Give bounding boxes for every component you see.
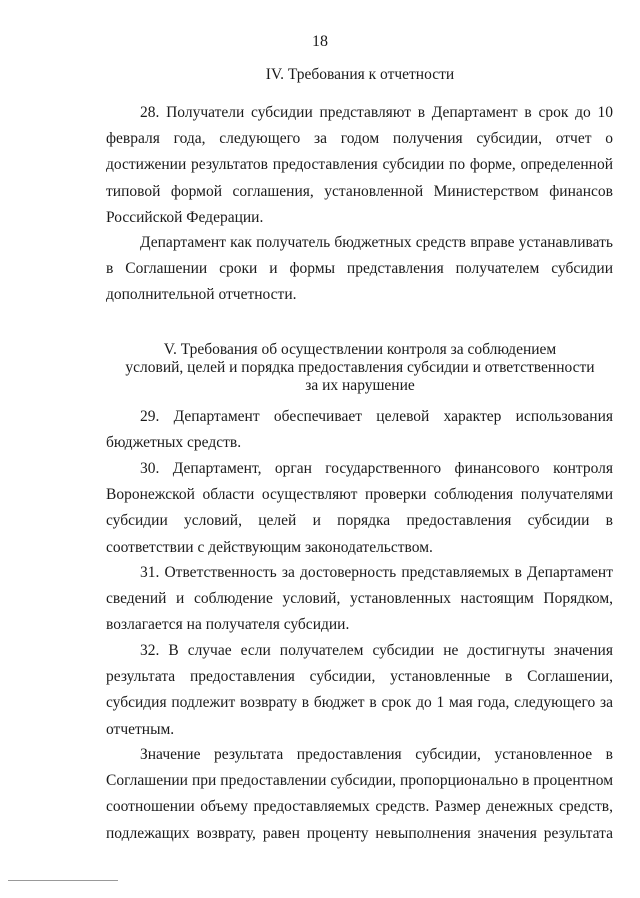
paragraph-31-text: 31. Ответственность за достоверность представляемых в Департамент сведений и соблюдение условий, установленных настоящим Порядком, возлагается на получателя субсидии. [106, 564, 613, 634]
paragraph-28-continued-text: Департамент как получатель бюджетных средств вправе устанавливать в Соглашении сроки и формы представления получателем субсидии дополнительной отчетности. [106, 234, 613, 304]
paragraph-31 [106, 560, 613, 639]
paragraph-28-continued [106, 230, 613, 309]
section-heading-5-line-1: V. Требования об осуществлении контроля за соблюдением [163, 341, 557, 358]
paragraph-32-continued [106, 742, 613, 847]
paragraph-29-text: 29. Департамент обеспечивает целевой характер использования бюджетных средств. [106, 408, 613, 452]
section-heading-4: IV. Требования к отчетности [265, 66, 455, 83]
paragraph-28 [106, 100, 613, 231]
paragraph-32 [106, 638, 613, 743]
paragraph-29 [106, 404, 613, 456]
section-heading-5-line-2: условий, целей и порядка предоставления субсидии и ответственности [125, 359, 595, 376]
scan-edge-line [8, 880, 118, 881]
paragraph-32-text: 32. В случае если получателем субсидии не достигнуты значения результата предоставления субсидии, установленные в Соглашении, субсидия подлежит возврату в бюджет в срок до 1 мая года, следующего за отчетным. [106, 642, 613, 738]
page-number: 18 [312, 33, 328, 50]
section-heading-5 [105, 341, 615, 395]
paragraph-32-continued-text: Значение результата предоставления субсидии, установленное в Соглашении при предоставлении субсидии, пропорционально в процентном соотношении объему предоставляемых средств. Размер денежных средств, подлежащих возврату, равен проценту невыполнения значения результата [106, 746, 613, 842]
paragraph-28-text: 28. Получатели субсидии представляют в Департамент в срок до 10 февраля года, следующего за годом получения субсидии, отчет о достижении результатов предоставления субсидии по форме, определенной типовой формой соглашения, установленной Министерством финансов Российской Федерации. [106, 104, 613, 226]
paragraph-30 [106, 456, 613, 561]
paragraph-30-text: 30. Департамент, орган государственного финансового контроля Воронежской области осуществляют проверки соблюдения получателями субсидии условий, целей и порядка предоставления субсидии в соответствии с действующим законодательством. [106, 460, 613, 556]
section-heading-5-line-3: за их нарушение [305, 377, 415, 394]
